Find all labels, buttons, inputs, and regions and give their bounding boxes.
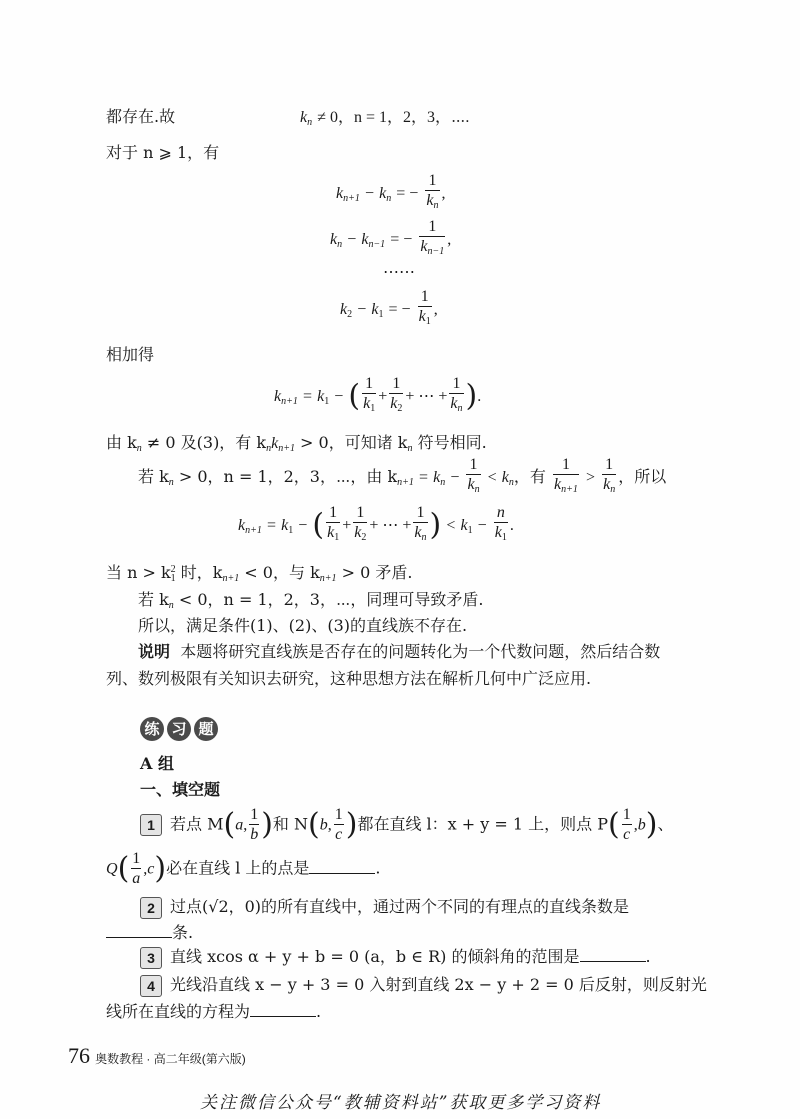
equation: $k_2 - k_1$ = − $\frac{1}{k_1}$ , (340, 288, 438, 331)
equation: $k_n - k_{n-1}$ = − $\frac{1}{k_{n-1}}$ , (330, 218, 451, 261)
question-2: 2 过点(√2，0)的所有直线中，通过两个不同的有理点的直线条数是 (140, 894, 629, 919)
equation: $k_{n+1} - k_n$ = − $\frac{1}{k_n}$ , (336, 172, 446, 215)
badge-char: 练 (140, 717, 164, 741)
page-number: 76 (68, 1043, 90, 1068)
text-line: 若 $k_n > 0$，n = 1，2，3，⋯，由 $k_{n+1} = k_n$ − $\frac{1}{k_n}$ < $k_n$，有 $\frac{1}{k_{n+1}}$ > $\frac{1}{k_n}$ ，所以 (138, 456, 666, 499)
book-title: 奥数教程 · 高二年级(第六版) (95, 1052, 246, 1066)
equation: $k_{n+1} = k_1$ − ( $\frac{1}{k_1}$ + $\frac{1}{k_2}$ + ⋯ + $\frac{1}{k_n}$ ). (274, 375, 481, 418)
text-line: 由 $k_n \ne 0$ 及(3)，有 $k_nk_{n+1} > 0$，可知诸 $k_n$ 符号相同. (106, 433, 487, 454)
answer-blank (106, 923, 172, 938)
badge-char: 题 (194, 717, 218, 741)
question-number: 2 (140, 897, 162, 919)
note-line: 列、数列极限有关知识去研究，这种思想方法在解析几何中广泛应用. (106, 669, 592, 688)
text-line: 若 $k_n < 0$，n = 1，2，3，⋯，同理可导致矛盾. (138, 590, 484, 611)
text-line: 相加得 (106, 345, 155, 364)
page-footer (68, 1043, 246, 1069)
question-3: 3 直线 xcos α + y + b = 0 (a，b ∈ R) 的倾斜角的范围是 . (140, 944, 651, 969)
group-title: A 组 (140, 754, 174, 773)
question-4: 4 光线沿直线 x − y + 3 = 0 入射到直线 2x − y + 2 = 0 后反射，则反射光 (140, 972, 707, 997)
question-1-cont: Q( $\frac{1}{a}$ ,c)必在直线 l 上的点是 . (106, 850, 381, 887)
answer-blank (250, 1002, 316, 1017)
question-number: 4 (140, 975, 162, 997)
text-line: 都存在.故 (106, 107, 176, 126)
answer-blank (580, 947, 646, 962)
note-line: 说明 本题将研究直线族是否存在的问题转化为一个代数问题，然后结合数 (138, 642, 661, 661)
badge-char: 习 (167, 717, 191, 741)
answer-blank (309, 859, 375, 874)
math-line: $k_n \ne 0$，n = 1，2，3，⋯. (300, 109, 470, 128)
watermark-text: 关注微信公众号“教辅资料站”获取更多学习资料 (200, 1093, 602, 1113)
question-2-cont: 条. (106, 920, 193, 943)
exercise-badge (140, 717, 221, 741)
text-line: 所以，满足条件(1)、(2)、(3)的直线族不存在. (138, 616, 468, 635)
equation: $k_{n+1} = k_1$ − ( $\frac{1}{k_1}$ + $\frac{1}{k_2}$ + ⋯ + $\frac{1}{k_n}$ ) < $k_1$ − $\frac{n}{k_1}$ . (238, 504, 514, 547)
text-line: 当 $n > k^2_1$ 时，$k_{n+1} < 0$，与 $k_{n+1} > 0$ 矛盾. (106, 563, 413, 584)
question-number: 1 (140, 814, 162, 836)
text-line: 对于 n ⩾ 1，有 (106, 143, 220, 162)
question-4-cont: 线所在直线的方程为 . (106, 1002, 322, 1021)
section-title: 一、填空题 (140, 780, 221, 799)
question-1: 1 若点 M(a, $\frac{1}{b}$ )和 N(b, $\frac{1}{c}$ )都在直线 l：x + y = 1 上，则点 P( $\frac{1}{c}$ ,b)、 (140, 806, 673, 844)
note-label: 说明 (138, 642, 171, 661)
ellipsis: ⋯⋯ (383, 262, 415, 281)
question-number: 3 (140, 947, 162, 969)
